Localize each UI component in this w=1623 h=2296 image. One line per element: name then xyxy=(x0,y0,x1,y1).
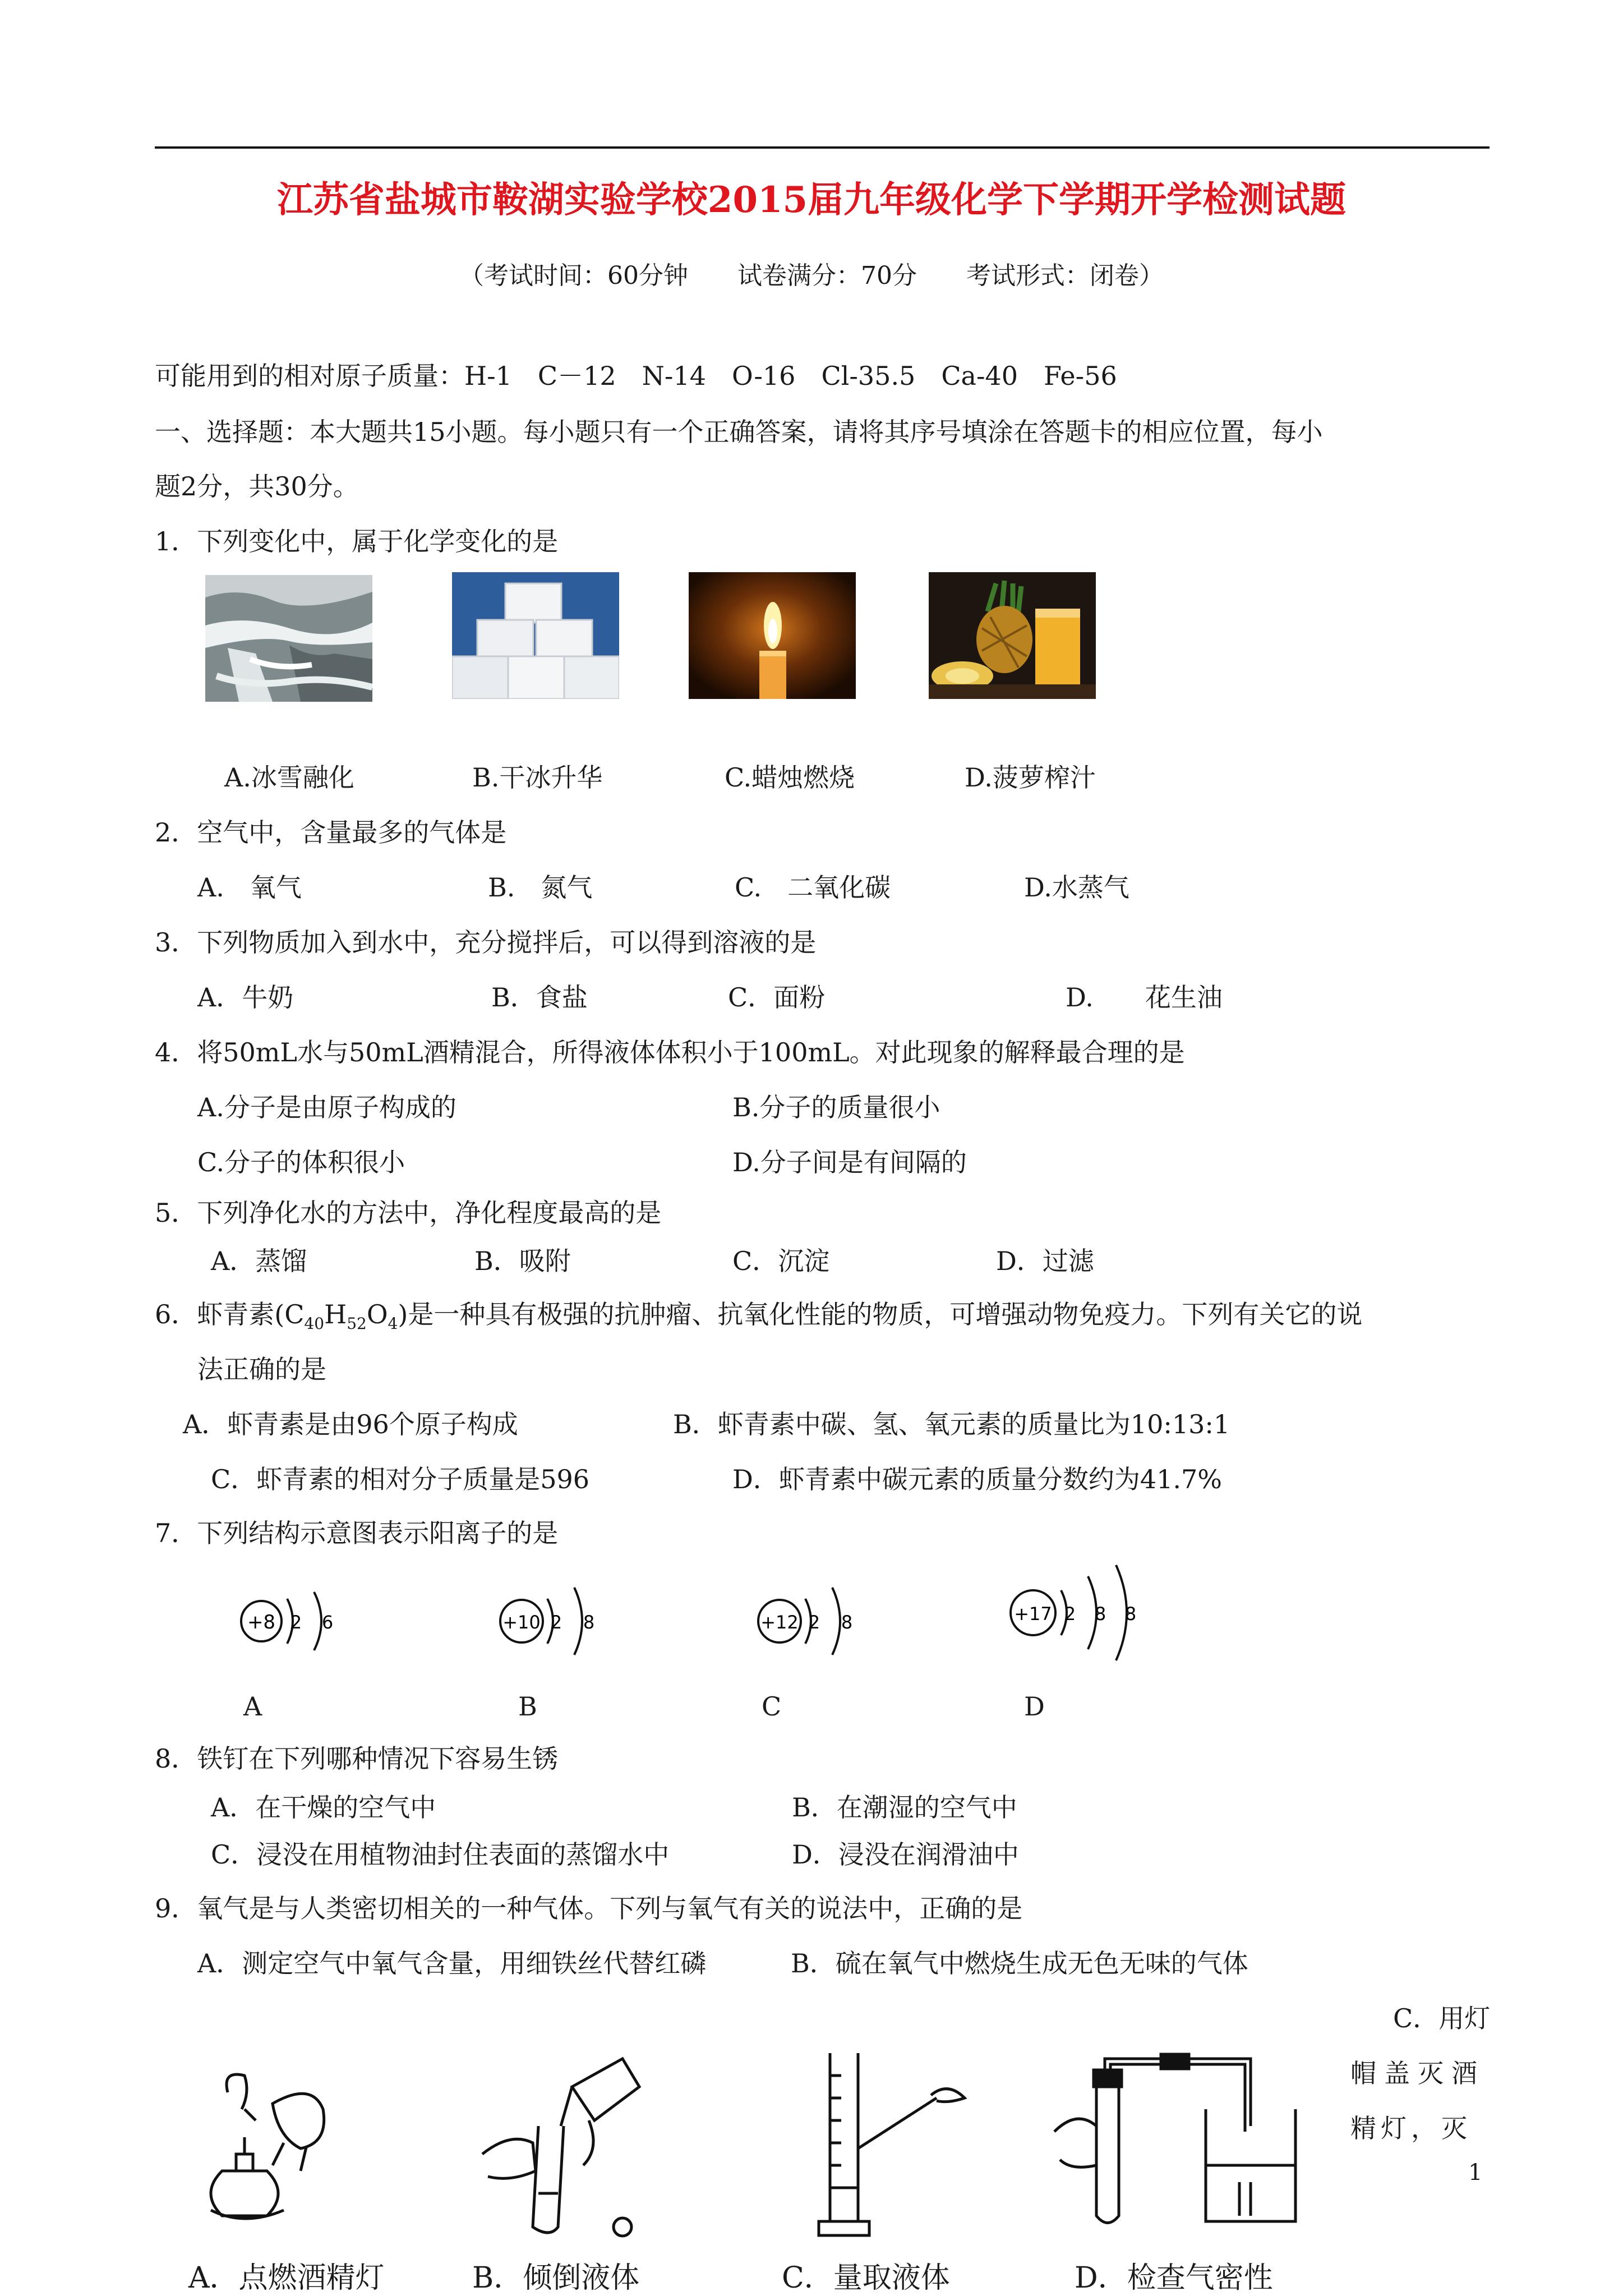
shell-arc-c2 xyxy=(832,1588,840,1655)
atomic-masses: 可能用到的相对原子质量：H-1 C－12 N-14 O-16 Cl-35.5 Ca-40 Fe-56 xyxy=(155,361,1117,391)
section-intro-line2: 题2分，共30分。 xyxy=(155,471,359,501)
header-rule xyxy=(155,146,1490,149)
q2-option-c: C. 二氧化碳 xyxy=(735,872,891,903)
q4-option-c: C.分子的体积很小 xyxy=(197,1147,405,1177)
q6-option-c: C．虾青素的相对分子质量是596 xyxy=(211,1464,589,1494)
q1-option-d: D.菠萝榨汁 xyxy=(965,762,1096,793)
lab-label-c: C．量取液体 xyxy=(782,2261,950,2295)
q3-option-a: A．牛奶 xyxy=(197,982,294,1013)
shell-count-a1: 2 xyxy=(290,1612,302,1633)
q7-label-b: B xyxy=(518,1691,537,1722)
q1-option-a: A.冰雪融化 xyxy=(224,762,354,793)
q2-option-d: D.水蒸气 xyxy=(1024,872,1129,903)
q3-option-b: B．食盐 xyxy=(491,982,588,1013)
shell-count-b1: 2 xyxy=(550,1612,562,1633)
shell-count-d2: 8 xyxy=(1094,1603,1106,1625)
section-intro-line1: 一、选择题：本大题共15小题。每小题只有一个正确答案，请将其序号填涂在答题卡的相应位置，每小 xyxy=(155,417,1323,447)
q5-option-d: D．过滤 xyxy=(996,1246,1094,1276)
q2-option-b: B. 氮气 xyxy=(488,872,593,903)
q8-stem: 8．铁钉在下列哪种情况下容易生锈 xyxy=(155,1743,559,1774)
pouring-liquid-figure xyxy=(460,2042,651,2249)
lab-label-b: B．倾倒液体 xyxy=(472,2261,640,2295)
nucleus-charge-a: +8 xyxy=(247,1611,276,1634)
atom-diagram-a xyxy=(224,1565,370,1677)
q3-option-d: D. 花生油 xyxy=(1066,982,1223,1013)
q3-stem: 3．下列物质加入到水中，充分搅拌后，可以得到溶液的是 xyxy=(155,927,817,958)
shell-count-d3: 8 xyxy=(1124,1603,1137,1625)
q4-stem: 4．将50mL水与50mL酒精混合，所得液体体积小于100mL。对此现象的解释最合理的是 xyxy=(155,1037,1185,1068)
q9-option-c-line1: C．用灯 xyxy=(1393,2003,1491,2033)
q6-option-a: A．虾青素是由96个原子构成 xyxy=(183,1409,518,1439)
q5-stem: 5．下列净化水的方法中，净化程度最高的是 xyxy=(155,1198,662,1228)
page-number: 1 xyxy=(1468,2160,1483,2185)
q6-stem-line2: 法正确的是 xyxy=(197,1354,326,1384)
atom-diagram-d xyxy=(998,1559,1161,1683)
q9-option-a: A．测定空气中氧气含量，用细铁丝代替红磷 xyxy=(197,1948,707,1978)
q9-option-c-line2: 帽盖灭酒 xyxy=(1350,2058,1485,2088)
q8-option-c: C．浸没在用植物油封住表面的蒸馏水中 xyxy=(211,1839,670,1870)
q8-option-d: D．浸没在润滑油中 xyxy=(792,1839,1019,1870)
q1-option-c: C.蜡烛燃烧 xyxy=(725,762,855,793)
q5-option-a: A．蒸馏 xyxy=(211,1246,307,1276)
q2-stem: 2．空气中，含量最多的气体是 xyxy=(155,817,507,848)
shell-arc-b2 xyxy=(574,1588,582,1655)
q7-label-c: C xyxy=(762,1691,782,1722)
page-title: 江苏省盐城市鞍湖实验学校2015届九年级化学下学期开学检测试题 xyxy=(276,179,1347,221)
exam-info: （考试时间：60分钟 试卷满分：70分 考试形式：闭卷） xyxy=(459,261,1164,290)
ice-melting-photo xyxy=(205,575,372,702)
pineapple-juice-photo xyxy=(929,572,1096,699)
q9-option-c-line3: 精灯，灭 xyxy=(1350,2113,1472,2143)
q6-stem: 6．虾青素$(C_{40}H_{52}O_4)$是一种具有极强的抗肿瘤、抗氧化性能的物质，可增强动物免疫力。下列有关它的说 xyxy=(155,1299,1363,1333)
q7-stem: 7．下列结构示意图表示阳离子的是 xyxy=(155,1518,559,1548)
q4-option-d: D.分子间是有间隔的 xyxy=(732,1147,967,1177)
q1-option-b: B.干冰升华 xyxy=(472,762,603,793)
shell-count-b2: 8 xyxy=(583,1612,595,1633)
q7-label-a: A xyxy=(243,1691,262,1722)
q7-label-d: D xyxy=(1024,1691,1045,1722)
q2-option-a: A. 氧气 xyxy=(197,872,302,903)
q9-stem: 9．氧气是与人类密切相关的一种气体。下列与氧气有关的说法中，正确的是 xyxy=(155,1893,1023,1924)
candle-photo xyxy=(689,572,856,699)
nucleus-charge-b: +10 xyxy=(502,1612,541,1633)
q5-option-c: C．沉淀 xyxy=(732,1246,830,1276)
shell-count-c1: 2 xyxy=(808,1612,820,1633)
q6-option-d: D．虾青素中碳元素的质量分数约为41.7% xyxy=(732,1464,1223,1494)
atom-diagram-b xyxy=(482,1565,628,1677)
q4-option-a: A.分子是由原子构成的 xyxy=(197,1092,457,1122)
lab-label-d: D．检查气密性 xyxy=(1075,2261,1273,2295)
measuring-liquid-figure xyxy=(796,2042,987,2249)
q4-option-b: B.分子的质量很小 xyxy=(732,1092,940,1122)
dry-ice-photo xyxy=(452,572,619,699)
shell-arc-a2 xyxy=(314,1592,321,1650)
lighting-alcohol-lamp-figure xyxy=(188,2059,351,2244)
nucleus-charge-d: +17 xyxy=(1014,1603,1052,1625)
q8-option-b: B．在潮湿的空气中 xyxy=(792,1792,1017,1823)
shell-count-c2: 8 xyxy=(841,1612,853,1633)
checking-airtightness-figure xyxy=(1049,2036,1329,2249)
q3-option-c: C．面粉 xyxy=(728,982,826,1013)
lab-label-a: A．点燃酒精灯 xyxy=(188,2261,385,2295)
nucleus-charge-c: +12 xyxy=(760,1612,799,1633)
q6-option-b: B．虾青素中碳、氢、氧元素的质量比为10:13:1 xyxy=(673,1409,1230,1439)
shell-count-a2: 6 xyxy=(321,1612,334,1633)
q5-option-b: B．吸附 xyxy=(474,1246,571,1276)
q9-option-b: B．硫在氧气中燃烧生成无色无味的气体 xyxy=(791,1948,1248,1978)
shell-count-d1: 2 xyxy=(1064,1603,1076,1625)
q1-stem: 1．下列变化中，属于化学变化的是 xyxy=(155,526,559,556)
q8-option-a: A．在干燥的空气中 xyxy=(211,1792,436,1823)
atom-diagram-c xyxy=(740,1565,886,1677)
